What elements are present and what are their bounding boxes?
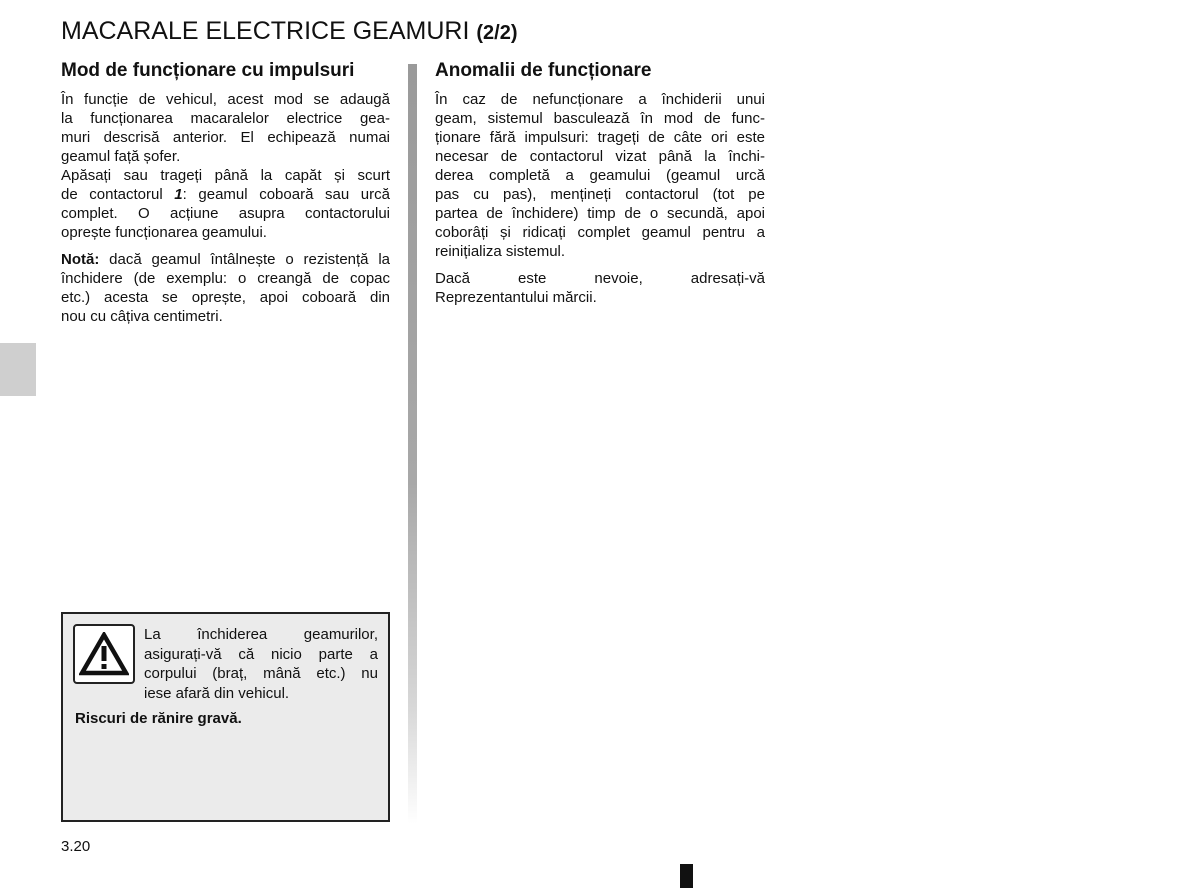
page-title-text: MACARALE ELECTRICE GEAMURI <box>61 17 470 45</box>
text-line: închidere (de exemplu: o creangă de copac <box>61 270 390 287</box>
malfunction-paragraph <box>435 90 765 261</box>
text-line: muri descrisă anterior. El echipează numai <box>61 129 390 146</box>
text-line: pas cu pas), mențineți contactorul (tot pe <box>435 186 765 203</box>
dealer-contact-paragraph <box>435 269 765 307</box>
warning-text <box>144 625 378 703</box>
warning-triangle-graphic <box>79 632 129 676</box>
text-line: etc.) acesta se oprește, apoi coboară din <box>61 289 390 306</box>
text-line: partea de închidere) timp de o secundă, apoi <box>435 205 765 222</box>
note-label: Notă: <box>61 251 100 268</box>
text-line: iese afară din vehicul. <box>144 684 290 702</box>
text-line <box>61 250 390 269</box>
page-number: 3.20 <box>61 838 91 855</box>
text-line: reinițializa sistemul. <box>435 243 566 260</box>
impulse-mode-intro <box>61 90 390 242</box>
column-divider <box>408 64 417 824</box>
text-line: geamul față șofer. <box>61 148 181 165</box>
warning-triangle-icon <box>73 624 135 684</box>
impulse-mode-note <box>61 250 390 326</box>
text-line: Reprezentantului mărcii. <box>435 289 597 306</box>
text-line: complet. O acțiune asupra contactorului <box>61 205 390 222</box>
text-line: În caz de nefuncționare a închiderii unui <box>435 91 765 108</box>
text-line: În funcție de vehicul, acest mod se adaugă <box>61 91 390 108</box>
text-line: La închiderea geamurilor, <box>144 626 378 643</box>
warning-box <box>61 612 390 822</box>
text-fragment: dacă geamul întâlnește o rezistență la <box>99 251 390 268</box>
malfunction-section <box>435 60 765 315</box>
text-line: asigurați-vă că nicio parte a <box>144 645 378 663</box>
text-fragment: : geamul coboară sau urcă <box>182 186 390 203</box>
warning-risk-statement: Riscuri de rănire gravă. <box>75 710 242 727</box>
page-title <box>61 17 518 46</box>
text-line: corpului (braț, mână etc.) nu <box>144 665 378 682</box>
text-line: necesar de contactorul vizat până la închi- <box>435 148 765 165</box>
text-line: geam, sistemul basculează în mod de func- <box>435 110 765 127</box>
text-line: Dacă este nevoie, adresați-vă <box>435 270 765 287</box>
text-line: coborâți și ridicați complet geamul pentru a <box>435 224 765 241</box>
page-title-suffix: (2/2) <box>476 22 518 44</box>
text-line: ționare fără impulsuri: trageți de câte ori este <box>435 129 765 146</box>
text-line: la funcționarea macaralelor electrice gea- <box>61 110 390 127</box>
impulse-mode-heading: Mod de funcționare cu impulsuri <box>61 60 355 81</box>
impulse-mode-section <box>61 60 390 334</box>
text-fragment: de contactorul <box>61 186 175 203</box>
page-edge-marker <box>680 864 693 888</box>
control-reference-number: 1 <box>174 186 183 203</box>
text-line: oprește funcționarea geamului. <box>61 224 267 241</box>
text-line: derea completă a geamului (geamul urcă <box>435 167 765 184</box>
malfunction-heading: Anomalii de funcționare <box>435 60 652 81</box>
text-line: Apăsați sau trageți până la capăt și scurt <box>61 167 390 184</box>
text-line <box>61 185 390 204</box>
text-line: nou cu câțiva centimetri. <box>61 308 223 325</box>
chapter-side-tab <box>0 343 36 396</box>
